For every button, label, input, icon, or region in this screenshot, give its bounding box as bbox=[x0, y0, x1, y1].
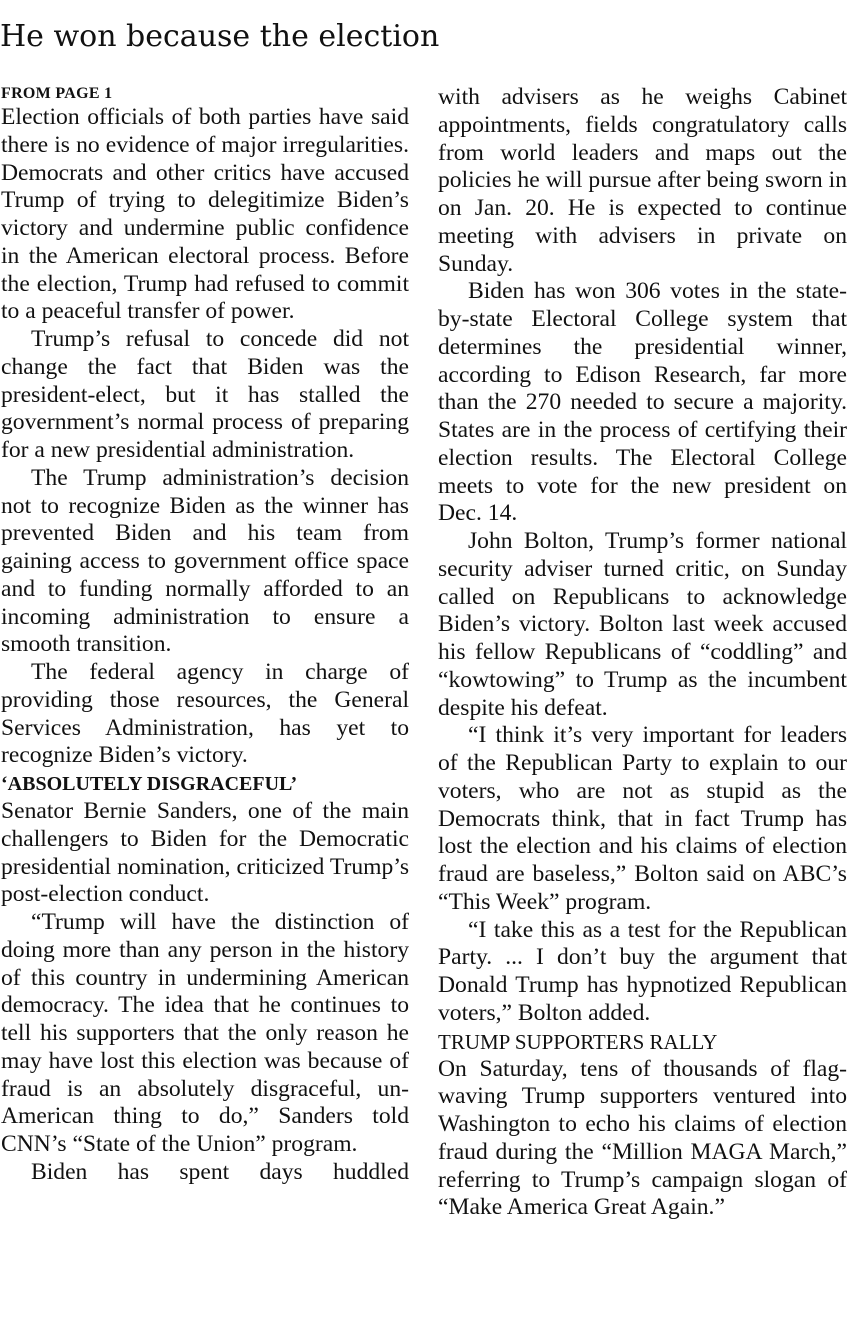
article-paragraph: “I think it’s very important for leaders of the Republican Party to explain to our voters, who are not as stupid as the Democrats think, that in fact Trump has lost the election and his claims of election fraud are baseless,” Bolton said on ABC’s “This Week” program. bbox=[438, 722, 847, 915]
section-subhead: TRUMP SUPPORTERS RALLY bbox=[438, 1029, 718, 1054]
right-column bbox=[438, 84, 847, 1222]
article-paragraph: Trump’s refusal to concede did not change the fact that Biden was the president-elect, but it has stalled the government’s normal process of preparing for a new presidential administration. bbox=[1, 326, 409, 463]
article-paragraph: The Trump administration’s decision not to recognize Biden as the winner has prevented Biden and his team from gaining access to government office space and to funding normally afforded to an incoming administration to ensure a smooth transition. bbox=[1, 464, 409, 658]
from-page-kicker: FROM PAGE 1 bbox=[1, 85, 113, 102]
article-paragraph: Election officials of both parties have said there is no evidence of major irregularities. Democrats and other critics have accused Trump of trying to delegitimize Biden’s victory and undermine public confidence in the American electoral process. Before the election, Trump had refused to commit to a peaceful transfer of power. bbox=[1, 104, 409, 325]
article-paragraph: Senator Bernie Sanders, one of the main challengers to Biden for the Democratic presidential nomination, criticized Trump’s post-election conduct. bbox=[1, 798, 409, 908]
article-paragraph-continuation: with advisers as he weighs Cabinet appointments, fields congratulatory calls from world leaders and maps out the policies he will pursue after being sworn in on Jan. 20. He is expected to continue meeting with advisers in private on Sunday. bbox=[438, 84, 847, 277]
headline: He won because the election bbox=[0, 19, 440, 54]
article-paragraph: John Bolton, Trump’s former national security adviser turned critic, on Sunday called on Republicans to acknowledge Biden’s victory. Bolton last week accused his fellow Republicans of “coddling” and “kowtowing” to Trump as the incumbent despite his defeat. bbox=[438, 528, 847, 721]
article-paragraph-continued: Biden has spent days huddled bbox=[31, 1158, 409, 1185]
article-paragraph: “Trump will have the distinction of doing more than any person in the history of this country in undermining American democracy. The idea that he continues to tell his supporters that the only reason he may have lost this election was because of fraud is an absolutely disgraceful, un-American thing to do,” Sanders told CNN’s “State of the Union” program. bbox=[1, 909, 409, 1157]
article-paragraph: On Saturday, tens of thousands of flag-waving Trump supporters ventured into Washington to echo his claims of election fraud during the “Million MAGA March,” referring to Trump’s campaign slogan of “Make America Great Again.” bbox=[438, 1055, 847, 1221]
section-subhead: ‘ABSOLUTELY DISGRACEFUL’ bbox=[1, 773, 298, 795]
left-column bbox=[1, 84, 409, 1187]
article-paragraph: Biden has won 306 votes in the state-by-state Electoral College system that determines the presidential winner, according to Edison Research, far more than the 270 needed to secure a majority. States are in the process of certifying their election results. The Electoral College meets to vote for the new president on Dec. 14. bbox=[438, 278, 847, 527]
article-paragraph: The federal agency in charge of providing those resources, the General Services Administration, has yet to recognize Biden’s victory. bbox=[1, 659, 409, 769]
article-paragraph: “I take this as a test for the Republican Party. ... I don’t buy the argument that Donald Trump has hypnotized Republican voters,” Bolton added. bbox=[438, 916, 847, 1026]
